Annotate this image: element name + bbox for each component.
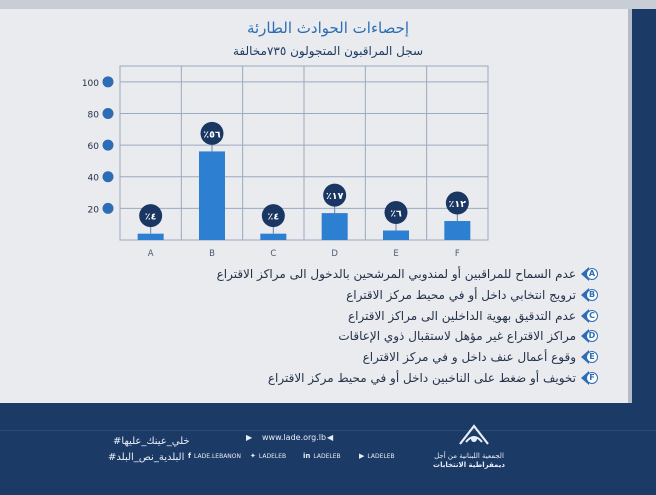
legend-marker-icon bbox=[582, 267, 598, 281]
data-label: ٪٦ bbox=[390, 208, 402, 220]
y-tick-dot bbox=[103, 140, 114, 151]
legend-marker-icon bbox=[582, 288, 598, 302]
legend-item bbox=[78, 264, 598, 285]
legend-text: مراكز الاقتراع غير مؤهل لاستقبال ذوي الإعاقات bbox=[338, 329, 576, 344]
legend-marker-letter: E bbox=[586, 351, 598, 363]
legend-marker-letter: F bbox=[586, 372, 598, 384]
bar bbox=[383, 231, 409, 240]
arrow-right-icon: ▶ bbox=[246, 433, 253, 442]
org-name-line-1: الجمعية اللبنانية من أجل bbox=[434, 452, 504, 460]
data-label: ٪١٢ bbox=[448, 199, 467, 211]
legend-marker-icon bbox=[582, 329, 598, 343]
x-tick-label: D bbox=[331, 249, 338, 259]
legend-item bbox=[78, 285, 598, 306]
legend-text: وقوع أعمال عنف داخل و في مركز الاقتراع bbox=[362, 350, 576, 365]
y-tick-dot bbox=[103, 108, 114, 119]
legend-item bbox=[78, 326, 598, 347]
legend bbox=[78, 264, 598, 388]
arrow-left-icon: ◀ bbox=[327, 433, 334, 442]
y-tick-label: 80 bbox=[87, 110, 99, 121]
website-link[interactable]: www.lade.org.lb bbox=[262, 433, 327, 442]
social-label: LADE.LEBANON bbox=[194, 453, 242, 460]
data-label: ٪٤ bbox=[267, 211, 280, 223]
legend-marker-icon bbox=[582, 350, 598, 364]
chart-subtitle: سجل المراقبون المتجولون ٧٣٥مخالفة bbox=[232, 44, 424, 58]
y-tick-dot bbox=[103, 76, 114, 87]
youtube-icon: ▶ bbox=[359, 452, 365, 460]
y-tick-dot bbox=[103, 203, 114, 214]
hashtag-municipality[interactable]: #البلدية_نص_البلد bbox=[108, 452, 185, 463]
y-tick-label: 40 bbox=[87, 173, 99, 184]
y-tick-label: 60 bbox=[87, 142, 99, 153]
chart-title: إحصاءات الحوادث الطارئة bbox=[246, 19, 410, 37]
data-label: ٪١٧ bbox=[325, 191, 344, 203]
twitter-icon: ✦ bbox=[250, 452, 256, 460]
x-tick-label: B bbox=[209, 249, 215, 259]
x-tick-label: A bbox=[147, 249, 154, 259]
social-facebook[interactable] bbox=[188, 452, 241, 460]
y-tick-dot bbox=[103, 171, 114, 182]
social-twitter[interactable] bbox=[250, 452, 286, 460]
social-label: LADELEB bbox=[367, 453, 395, 460]
org-name-line-2: ديمقراطية الانتخابات bbox=[433, 461, 505, 469]
x-tick-label: C bbox=[270, 249, 277, 259]
legend-text: تخويف أو ضغط على الناخبين داخل أو في محيط مركز الاقتراع bbox=[267, 370, 576, 385]
organization-name bbox=[424, 452, 514, 470]
bar bbox=[260, 234, 286, 240]
social-linkedin[interactable] bbox=[303, 452, 341, 460]
hashtag-watch[interactable]: #خلي_عينك_عليها bbox=[113, 436, 190, 447]
bar bbox=[444, 221, 470, 240]
y-tick-label: 20 bbox=[87, 205, 99, 216]
legend-item bbox=[78, 305, 598, 326]
legend-text: عدم التدقيق بهوية الداخلين الى مراكز الاقتراع bbox=[347, 308, 576, 323]
data-label: ٪٥٦ bbox=[203, 129, 221, 141]
social-youtube[interactable] bbox=[359, 452, 395, 460]
legend-marker-letter: B bbox=[586, 289, 598, 301]
social-label: LADELEB bbox=[258, 453, 287, 460]
legend-marker-icon bbox=[582, 371, 598, 385]
legend-item bbox=[78, 347, 598, 368]
legend-marker-letter: C bbox=[586, 310, 598, 322]
data-label: ٪٤ bbox=[144, 211, 157, 223]
lade-logo bbox=[457, 420, 491, 450]
x-tick-label: F bbox=[454, 249, 460, 259]
legend-marker-letter: A bbox=[586, 268, 598, 280]
legend-marker-icon bbox=[582, 309, 598, 323]
bar bbox=[199, 151, 225, 240]
bar bbox=[322, 213, 348, 240]
legend-marker-letter: D bbox=[586, 330, 598, 342]
y-tick-label: 100 bbox=[81, 78, 99, 89]
x-tick-label: E bbox=[393, 249, 399, 259]
facebook-icon: f bbox=[188, 452, 192, 460]
legend-text: ترويج انتخابي داخل أو في محيط مركز الاقتراع bbox=[346, 288, 576, 303]
legend-item bbox=[78, 367, 598, 388]
bar bbox=[138, 234, 164, 240]
social-label: LADELEB bbox=[313, 453, 341, 460]
footer-divider bbox=[0, 430, 656, 431]
legend-text: عدم السماح للمراقبين أو لمندوبي المرشحين بالدخول الى مراكز الاقتراع bbox=[216, 267, 576, 282]
linkedin-icon: in bbox=[303, 452, 311, 460]
